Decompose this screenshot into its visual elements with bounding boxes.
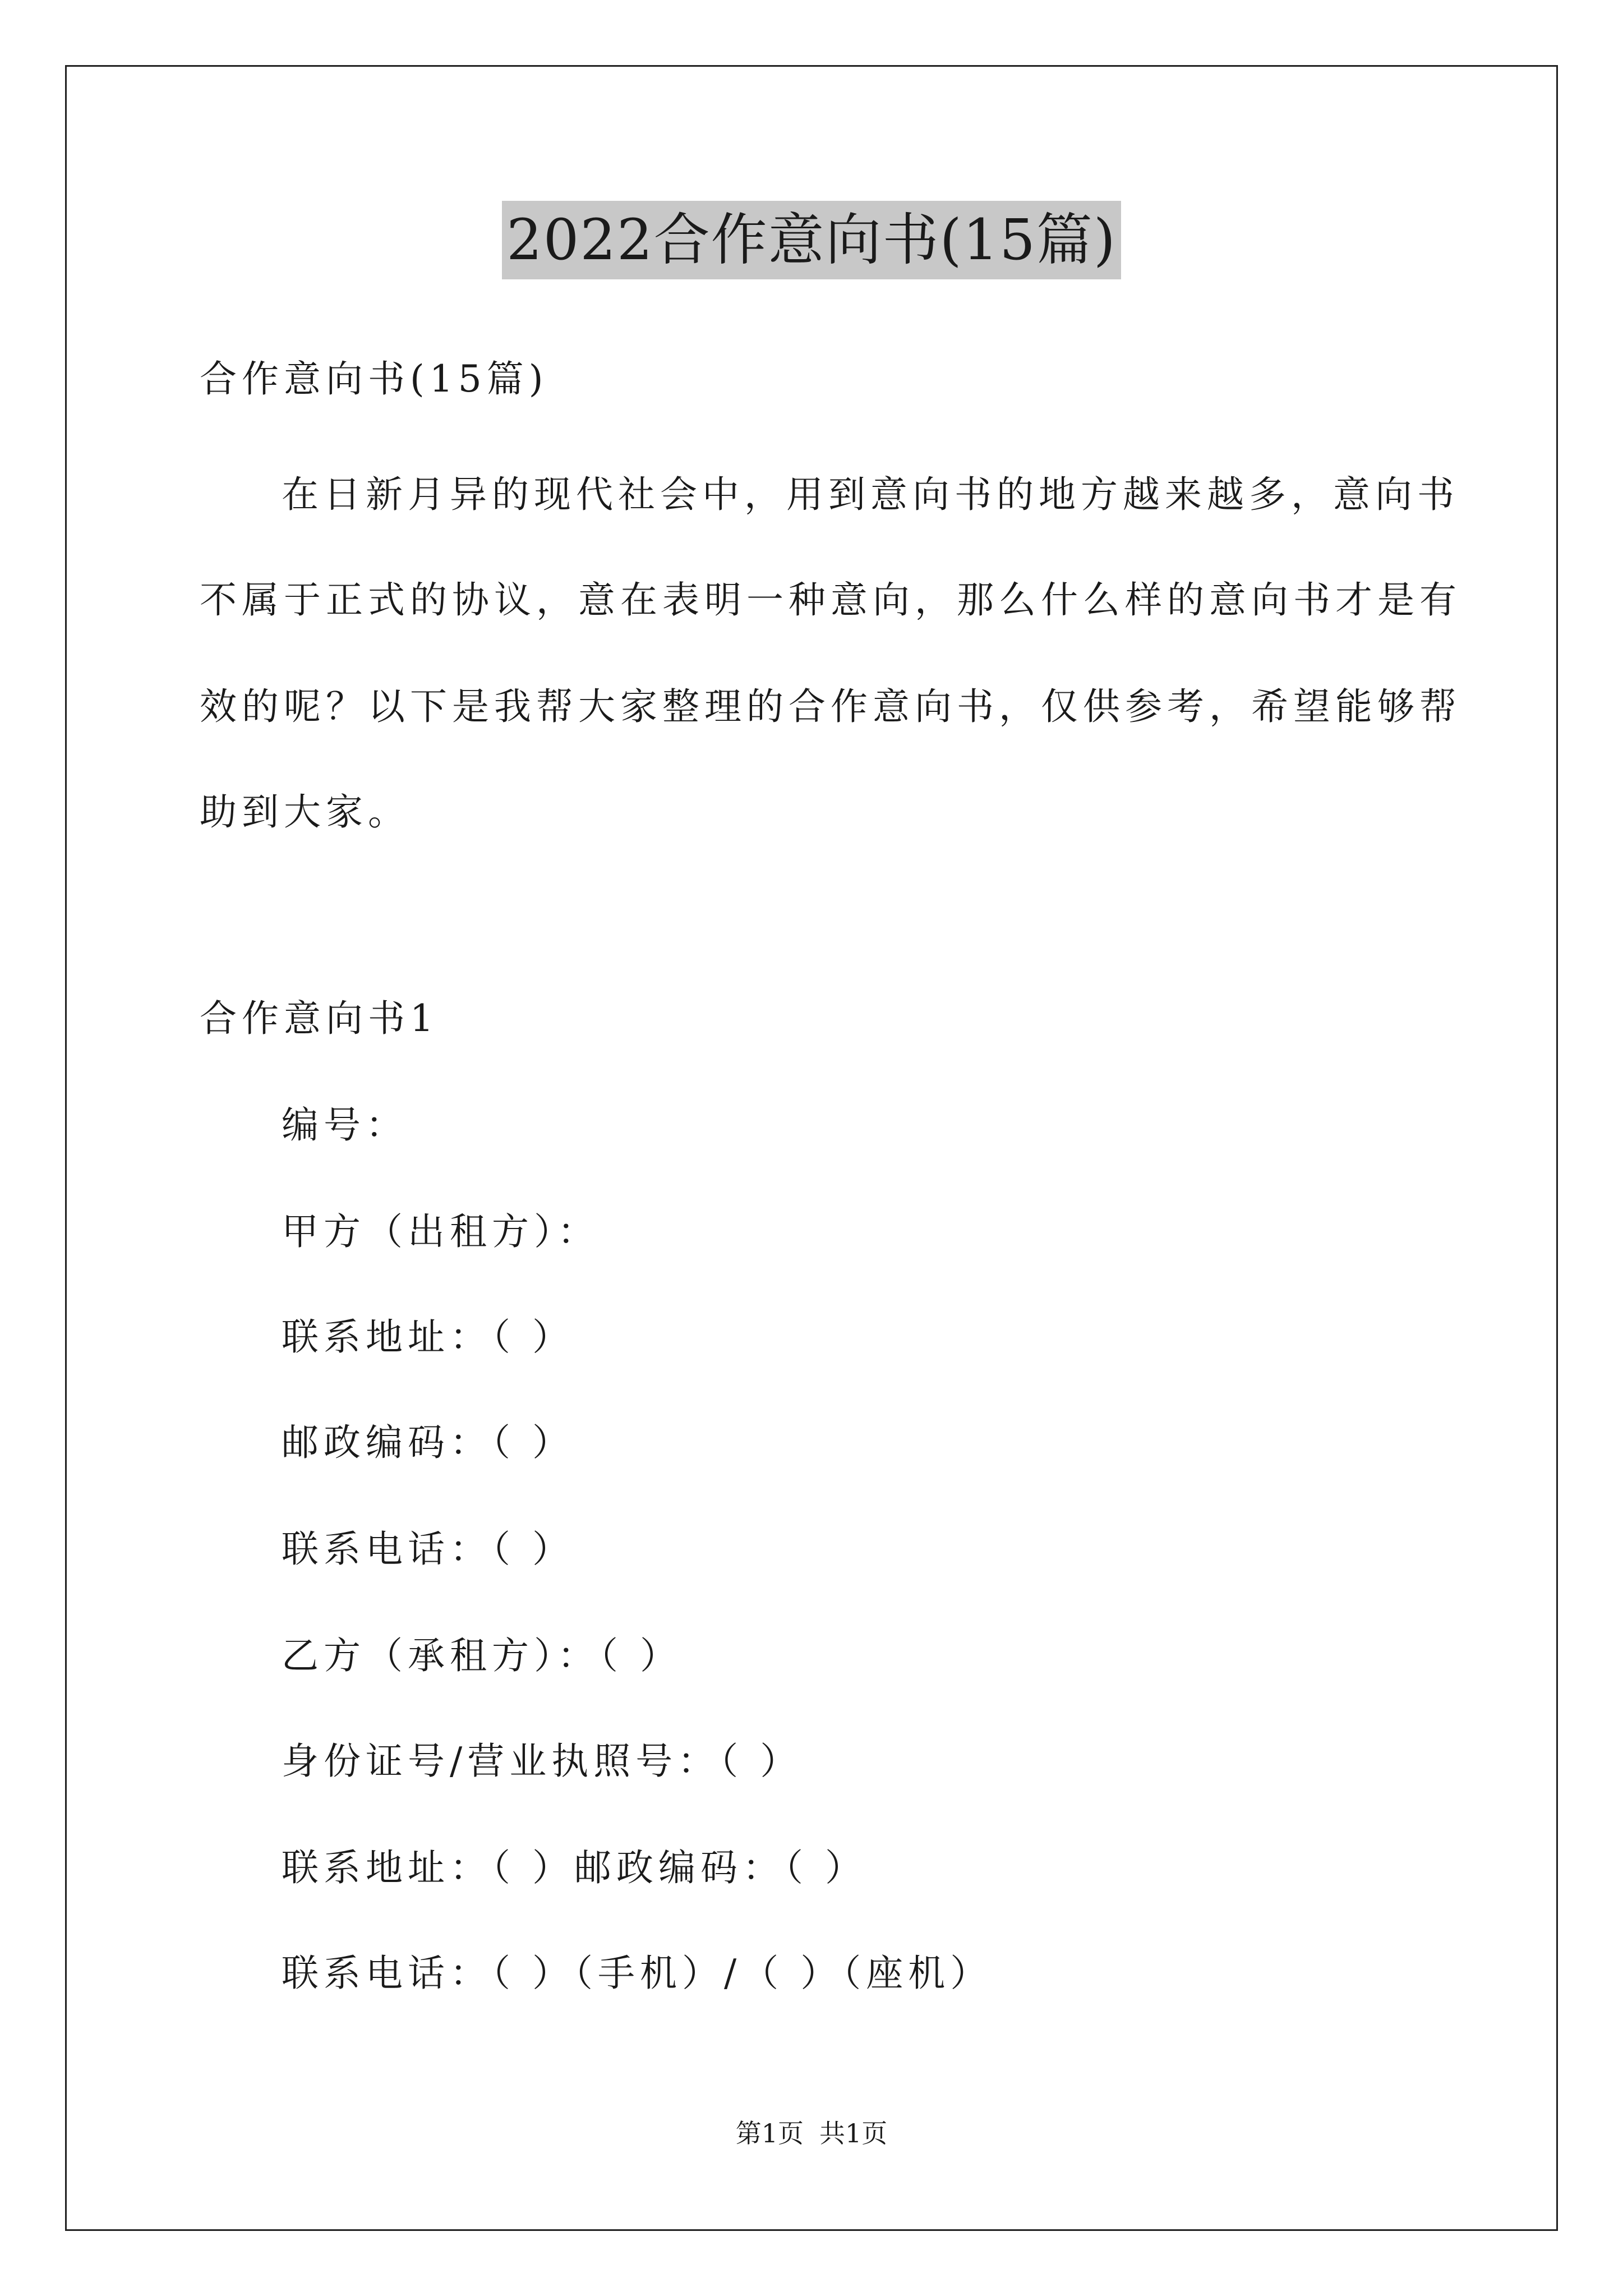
intro-line-2: 不属于正式的协议，意在表明一种意向，那么什么样的意向书才是有 [200,578,1461,622]
field-number: 编号： [282,1103,408,1147]
section-heading: 合作意向书1 [200,997,439,1040]
field-party-b-address-postcode: 联系地址：（ ）邮政编码：（ ） [282,1846,867,1889]
intro-line-3: 效的呢？以下是我帮大家整理的合作意向书，仅供参考，希望能够帮 [200,685,1461,728]
field-party-a-address: 联系地址：（ ） [282,1315,574,1359]
document-title: 2022合作意向书(15篇) [502,201,1121,279]
field-party-b-id: 身份证号/营业执照号：（ ） [282,1740,803,1783]
intro-line-4: 助到大家。 [200,790,410,834]
page-footer [0,2118,1623,2149]
page-current: 第1页 [735,2118,804,2148]
field-party-a-phone: 联系电话：（ ） [282,1527,574,1571]
title-container [0,201,1623,279]
field-party-a-postcode: 邮政编码：（ ） [282,1421,574,1464]
page-total: 共1页 [819,2118,888,2148]
field-party-a: 甲方（出租方）： [282,1210,600,1253]
field-party-b-phone: 联系电话：（ ）（手机）/（ ）（座机） [282,1952,993,1995]
document-subtitle: 合作意向书(15篇) [200,357,548,401]
intro-line-1: 在日新月异的现代社会中，用到意向书的地方越来越多，意向书 [282,473,1459,516]
field-party-b: 乙方（承租方）：（ ） [282,1634,682,1677]
